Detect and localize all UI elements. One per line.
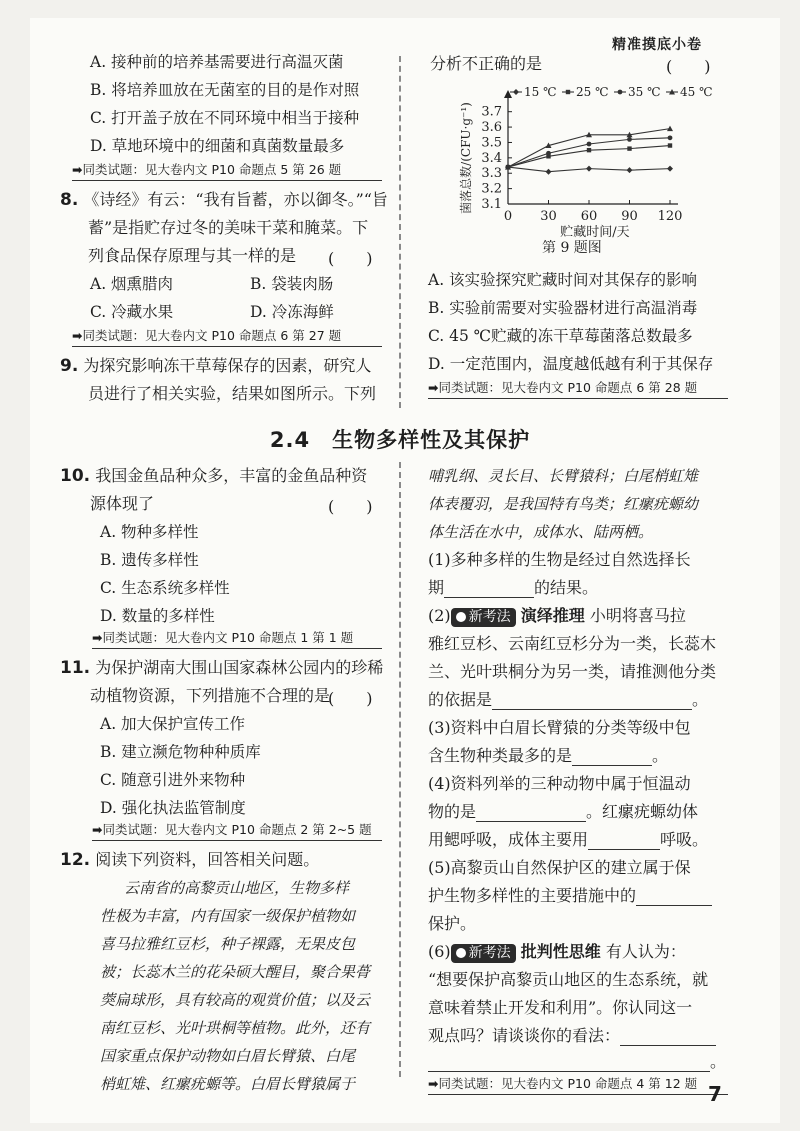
q11-option-a: A. 加大保护宣传工作 — [100, 715, 246, 733]
y-tick-label: 3.3 — [481, 166, 502, 182]
q10-stem-line-2: 源体现了 — [90, 494, 155, 513]
q12-material-line-11: 体生活在水中，成体水、陆两栖。 — [428, 523, 654, 541]
q9-stem-line-3: 分析不正确的是 — [430, 54, 543, 73]
arrow-right-icon: ➡ — [72, 162, 83, 177]
q12-material-line-5: 葖扁球形，具有较高的观赏价值；以及云 — [100, 991, 371, 1009]
q7-reference: ➡同类试题：见大卷内文 P10 命题点 5 第 26 题 — [72, 160, 382, 181]
q10-option-a: A. 物种多样性 — [100, 523, 199, 541]
y-tick-label: 3.5 — [481, 135, 502, 151]
legend-label: 35 ℃ — [628, 85, 661, 99]
q9-number: 9. — [60, 356, 79, 376]
q12-sub6-line-3: 意味着禁止开发和利用”。你认同这一 — [428, 998, 693, 1017]
q12-material-line-7: 国家重点保护动物如白眉长臂猿、白尾 — [100, 1047, 356, 1065]
q12-sub5-line-2: 护生物多样性的主要措施中的 — [428, 886, 712, 906]
lightbulb-icon — [456, 612, 466, 622]
y-axis-title: 菌落总数/(CFU·g⁻¹) — [459, 102, 473, 214]
y-tick-label: 3.2 — [481, 181, 502, 197]
x-tick-label: 90 — [621, 209, 638, 224]
q11-option-d: D. 强化执法监管制度 — [100, 799, 246, 817]
q8-option-a: A. 烟熏腊肉 — [90, 275, 174, 293]
data-point — [587, 142, 592, 147]
data-point — [546, 151, 551, 156]
q9-option-d: D. 一定范围内，温度越低越有利于其保存 — [428, 355, 714, 373]
q8-option-d: D. 冷冻海鲜 — [250, 303, 334, 321]
arrow-right-icon: ➡ — [92, 630, 103, 645]
q12-sub4-line-3: 用鳃呼吸，成体主要用 呼吸。 — [428, 830, 709, 849]
arrow-right-icon: ➡ — [72, 328, 83, 343]
q7-option-b: B. 将培养皿放在无菌室的目的是作对照 — [90, 81, 360, 99]
q9-stem-line-2: 员进行了相关实验，结果如图所示。下列 — [88, 384, 377, 403]
data-point — [668, 135, 673, 140]
q11-reference: ➡同类试题：见大卷内文 P10 命题点 2 第 2~5 题 — [92, 820, 382, 841]
data-point — [586, 166, 592, 172]
data-point — [546, 169, 552, 175]
answer-blank[interactable] — [636, 889, 712, 906]
q12-sub2-line-1: (2) 新考法 演绎推理 小明将喜马拉 — [428, 606, 686, 625]
section-title: 2.4 生物多样性及其保护 — [269, 428, 531, 452]
data-point — [587, 148, 591, 152]
answer-blank[interactable] — [492, 693, 692, 710]
lightbulb-icon — [456, 948, 466, 958]
legend-label: 15 ℃ — [524, 85, 557, 99]
q10-reference: ➡同类试题：见大卷内文 P10 命题点 1 第 1 题 — [92, 628, 382, 649]
q10-answer-paren: ( ) — [328, 497, 373, 516]
q11-option-c: C. 随意引进外来物种 — [100, 771, 246, 789]
q12-sub6-line-4: 观点吗？请谈谈你的看法： — [428, 1026, 716, 1046]
arrow-right-icon: ➡ — [92, 822, 103, 837]
q12-stem: 12. 阅读下列资料，回答相关问题。 — [60, 850, 320, 870]
q12-sub2-line-3: 兰、光叶珙桐分为另一类，请推测他分类 — [428, 662, 717, 681]
q12-sub3-line-1: (3)资料中白眉长臂猿的分类等级中包 — [428, 718, 691, 737]
q12-material-line-10: 体表覆羽，是我国特有鸟类；红瘰疣螈幼 — [428, 495, 699, 513]
q11-option-b: B. 建立濒危物种种质库 — [100, 743, 261, 761]
q7-option-d: D. 草地环境中的细菌和真菌数量最多 — [90, 137, 345, 155]
chart-caption: 第 9 题图 — [542, 240, 602, 256]
q9-option-a: A. 该实验探究贮藏时间对其保存的影响 — [428, 271, 698, 289]
q12-sub2-line-4: 的依据是 。 — [428, 690, 709, 709]
q11-stem-line-2: 动植物资源，下列措施不合理的是 — [90, 686, 331, 705]
q12-material-line-8: 梢虹雉、红瘰疣螈等。白眉长臂猿属于 — [100, 1075, 356, 1093]
q10-number: 10. — [60, 466, 91, 486]
answer-blank[interactable] — [444, 581, 534, 598]
q12-material-line-6: 南红豆杉、光叶珙桐等植物。此外，还有 — [100, 1019, 371, 1037]
q9-stem-line-1: 9. 为探究影响冻干草莓保存的因素，研究人 — [60, 356, 372, 376]
arrow-right-icon: ➡ — [428, 1076, 439, 1091]
q12-material-line-1: 云南省的高黎贡山地区，生物多样 — [124, 879, 350, 897]
q9-option-b: B. 实验前需要对实验器材进行高温消毒 — [428, 299, 698, 317]
x-tick-label: 120 — [657, 209, 683, 224]
answer-blank[interactable] — [476, 805, 586, 822]
q10-stem-line-1: 10. 我国金鱼品种众多，丰富的金鱼品种资 — [60, 466, 368, 486]
x-axis-title: 贮藏时间/天 — [560, 225, 630, 240]
q12-number: 12. — [60, 850, 91, 870]
x-tick-label: 60 — [580, 209, 598, 224]
q8-stem-line-1: 8. 《诗经》有云：“我有旨蓄，亦以御冬。”“旨 — [60, 190, 388, 210]
q12-sub4-line-2: 物的是 。红瘰疣螈幼体 — [428, 802, 699, 821]
answer-blank[interactable] — [572, 749, 652, 766]
q8-option-c: C. 冷藏水果 — [90, 303, 174, 321]
legend-marker — [566, 90, 570, 94]
q10-option-c: C. 生态系统多样性 — [100, 579, 230, 597]
page-header-title: 精准摸底小卷 — [612, 37, 702, 53]
q12-material-line-2: 性极为丰富，内有国家一级保护植物如 — [100, 907, 356, 925]
q12-sub5-line-3: 保护。 — [428, 914, 477, 933]
q12-material-line-4: 被；长蕊木兰的花朵硕大醒目，聚合果蓇 — [100, 963, 371, 981]
q8-option-b: B. 袋装肉肠 — [250, 275, 334, 293]
answer-blank[interactable] — [428, 1055, 710, 1072]
q12-sub6-line-2: “想要保护高黎贡山地区的生态系统，就 — [428, 970, 709, 989]
q8-answer-paren: ( ) — [328, 249, 373, 268]
x-tick-label: 0 — [503, 209, 513, 224]
q8-stem-line-2: 蓄”是指贮存过冬的美味干菜和腌菜。下 — [88, 218, 369, 237]
q9-answer-paren: ( ) — [666, 57, 711, 76]
legend-label: 25 ℃ — [576, 85, 609, 99]
page-number: 7 — [708, 1082, 722, 1106]
data-point — [627, 167, 633, 173]
legend-label: 45 ℃ — [680, 85, 713, 99]
q12-sub2-line-2: 雅红豆杉、云南红豆杉分为一类，长蕊木 — [428, 634, 717, 653]
q12-sub3-line-2: 含生物种类最多的是 。 — [428, 746, 669, 765]
q7-option-a: A. 接种前的培养基需要进行高温灭菌 — [90, 53, 344, 71]
q8-number: 8. — [60, 190, 79, 210]
arrow-right-icon: ➡ — [428, 380, 439, 395]
q12-sub1-line-2: 期 的结果。 — [428, 578, 599, 597]
q12-sub6-line-5: 。 — [428, 1052, 726, 1072]
q12-sub5-line-1: (5)高黎贡山自然保护区的建立属于保 — [428, 858, 691, 877]
data-point — [668, 143, 672, 147]
q8-stem-line-3: 列食品保存原理与其一样的是 — [88, 246, 297, 265]
q11-stem-line-1: 11. 为保护湖南大围山国家森林公园内的珍稀 — [60, 658, 384, 678]
q12-reference: ➡同类试题：见大卷内文 P10 命题点 4 第 12 题 — [428, 1074, 728, 1095]
q11-number: 11. — [60, 658, 91, 678]
data-point — [667, 166, 673, 172]
new-method-tag: 新考法 — [451, 944, 516, 963]
data-point — [627, 146, 631, 150]
data-point — [627, 137, 632, 142]
q10-option-b: B. 遗传多样性 — [100, 551, 199, 569]
y-tick-label: 3.6 — [481, 120, 502, 136]
q9-option-c: C. 45 ℃贮藏的冻干草莓菌落总数最多 — [428, 327, 693, 345]
q12-sub4-line-1: (4)资料列举的三种动物中属于恒温动 — [428, 774, 691, 793]
q12-sub6-line-1: (6) 新考法 批判性思维 有人认为： — [428, 942, 686, 961]
y-tick-label: 3.7 — [481, 104, 502, 120]
column-divider-bottom — [399, 462, 401, 1077]
answer-blank[interactable] — [620, 1029, 716, 1046]
legend-marker — [513, 89, 519, 95]
q12-sub1-line-1: (1)多种多样的生物是经过自然选择长 — [428, 550, 691, 569]
new-method-tag: 新考法 — [451, 608, 516, 627]
data-point — [667, 126, 673, 132]
legend-marker — [618, 90, 623, 95]
x-tick-label: 30 — [540, 209, 557, 224]
q8-reference: ➡同类试题：见大卷内文 P10 命题点 6 第 27 题 — [72, 326, 382, 347]
y-tick-label: 3.4 — [481, 150, 502, 166]
q11-answer-paren: ( ) — [328, 689, 373, 708]
answer-blank[interactable] — [588, 833, 660, 850]
q12-material-line-3: 喜马拉雅红豆杉，种子裸露，无果皮包 — [100, 935, 356, 953]
q7-option-c: C. 打开盖子放在不同环境中相当于接种 — [90, 109, 360, 127]
y-axis-arrow-icon — [504, 90, 512, 98]
q12-material-line-9: 哺乳纲、灵长目、长臂猿科；白尾梢虹雉 — [428, 467, 699, 485]
column-divider-top — [399, 56, 401, 408]
q10-option-d: D. 数量的多样性 — [100, 607, 215, 625]
y-tick-label: 3.1 — [481, 197, 502, 212]
q9-reference: ➡同类试题：见大卷内文 P10 命题点 6 第 28 题 — [428, 378, 728, 399]
